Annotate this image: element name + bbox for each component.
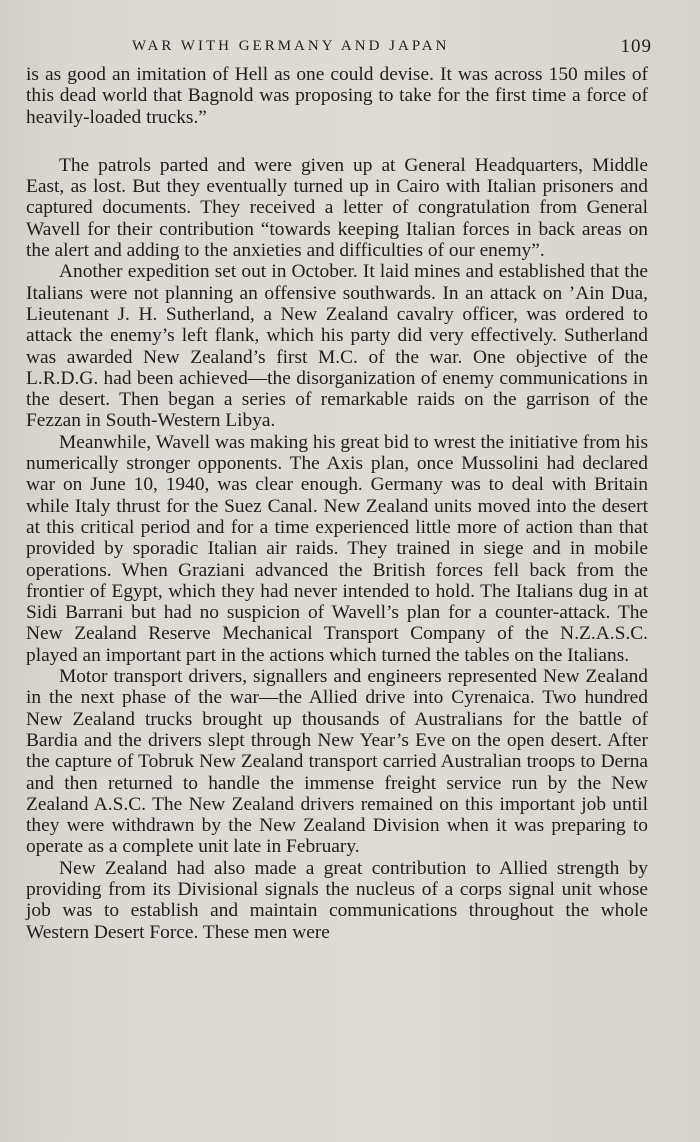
paragraph: Motor transport drivers, signallers and engineers represented New Zealand in the next phase of the war—the Allied drive into Cyrenaica. Two hundred New Zealand trucks brought up thousands of Australians for the battle of Bardia and the drivers slept through New Year’s Eve on the open desert. After the capture of Tobruk New Zealand transport carried Australian troops to Derna and then returned to handle the immense freight service run by the New Zealand A.S.C. The New Zealand drivers remained on this important job until they were withdrawn by the New Zealand Division when it was preparing to operate as a complete unit late in February. [26,666,648,858]
running-head: WAR WITH GERMANY AND JAPAN [132,38,450,54]
paragraph: Another expedition set out in October. It laid mines and established that the Italians were not planning an offensive southwards. In an attack on ’Ain Dua, Lieutenant J. H. Sutherland, a New Zealand cavalry officer, was ordered to attack the enemy’s left flank, which his party did very effectively. Sutherland was awarded New Zealand’s first M.C. of the war. One objective of the L.R.D.G. had been achieved—the disorganization of enemy communications in the desert. Then began a series of remarkable raids on the garrison of the Fezzan in South-Western Libya. [26,261,648,432]
paragraph: New Zealand had also made a great contribution to Allied strength by providing from its Divisional signals the nucleus of a corps signal unit whose job was to establish and maintain communications throughout the whole Western Desert Force. These men were [26,857,648,943]
paragraph: Meanwhile, Wavell was making his great bid to wrest the initiative from his numerically stronger opponents. The Axis plan, once Mussolini had declared war on June 10, 1940, was clear enough. Germany was to deal with Britain while Italy thrust for the Suez Canal. New Zealand units moved into the desert at this critical period and for a time experienced little more of action than that provided by sporadic Italian air raids. They trained in siege and in mobile operations. When Graziani advanced the British forces fell back from the frontier of Egypt, which they had never intended to hold. The Italians dug in at Sidi Barrani but had no suspicion of Wavell’s plan for a counter-attack. The New Zealand Reserve Mechanical Transport Company of the N.Z.A.S.C. played an important part in the actions which turned the tables on the Italians. [26,431,648,666]
paragraph-continued: is as good an imitation of Hell as one could devise. It was across 150 miles of this dead world that Bagnold was proposing to take for the first time a force of heavily-loaded trucks.” [26,64,648,128]
page-number: 109 [620,36,652,57]
body-text [26,64,648,943]
page-header [26,36,652,64]
paragraph: The patrols parted and were given up at General Headquarters, Middle East, as lost. But they eventually turned up in Cairo with Italian prisoners and captured documents. They received a letter of congratulation from General Wavell for their contribution “towards keeping Italian forces in back areas on the alert and adding to the anxieties and difficulties of our enemy”. [26,154,648,262]
